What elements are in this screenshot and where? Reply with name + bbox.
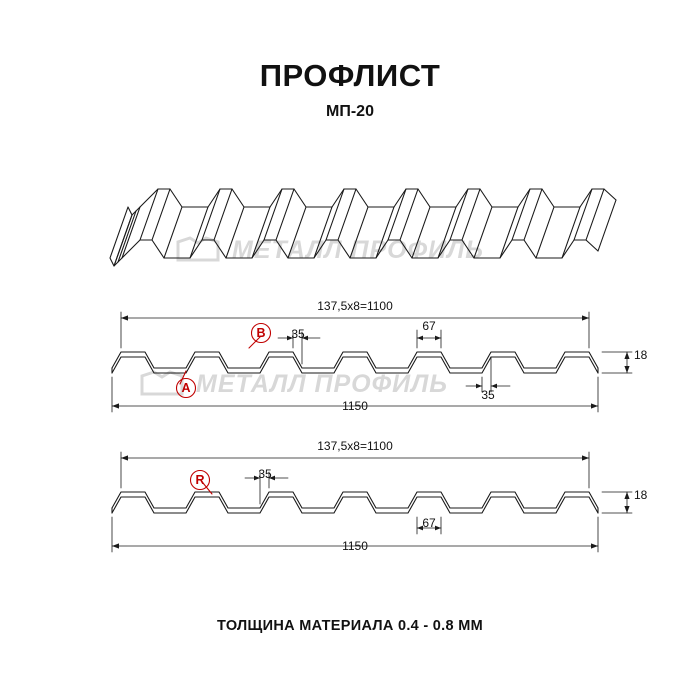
- watermark-text: МЕТАЛЛ ПРОФИЛЬ: [232, 236, 484, 264]
- top-rib-bottom-dimension: 35: [481, 388, 495, 402]
- top-rib-width-dimension: 67: [422, 319, 436, 333]
- material-thickness-note: ТОЛЩИНА МАТЕРИАЛА 0.4 - 0.8 ММ: [217, 618, 483, 634]
- bottom-rib-top-dimension: 35: [258, 467, 272, 481]
- callout-b: B: [256, 326, 266, 340]
- callout-r: R: [195, 473, 205, 487]
- top-overall-dimension: 1150: [342, 399, 368, 413]
- top-pitch-dimension: 137,5х8=1100: [317, 299, 393, 313]
- top-rib-top-dimension: 35: [291, 327, 305, 341]
- watermark-text: МЕТАЛЛ ПРОФИЛЬ: [196, 370, 448, 398]
- bottom-overall-dimension: 1150: [342, 539, 368, 553]
- bottom-section-view: [112, 452, 632, 552]
- model-label: МП-20: [326, 103, 374, 120]
- bottom-rib-width-dimension: 67: [422, 516, 436, 530]
- bottom-pitch-dimension: 137,5х8=1100: [317, 439, 393, 453]
- top-height-dimension: 18: [634, 348, 648, 362]
- isometric-sheet-view: [110, 189, 616, 266]
- bottom-height-dimension: 18: [634, 488, 648, 502]
- top-section-view: [112, 312, 632, 412]
- callout-a: A: [181, 381, 191, 395]
- page-title: ПРОФЛИСТ: [259, 58, 441, 93]
